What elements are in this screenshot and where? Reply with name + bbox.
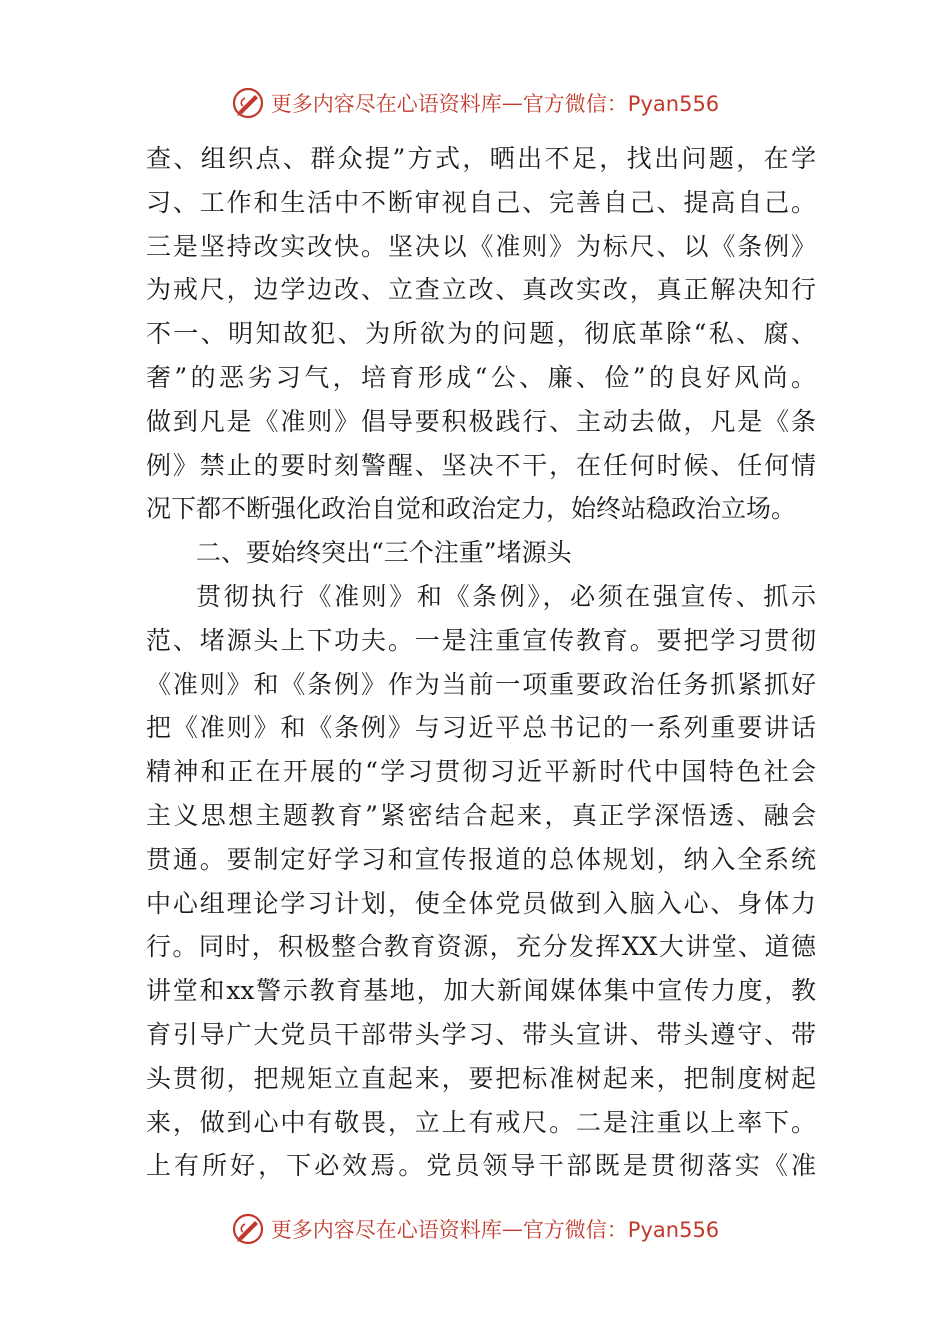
text-line: 三是坚持改实改快。坚决以《准则》为标尺、以《条例》 (146, 231, 816, 261)
text-line: 做到凡是《准则》倡导要积极践行、主动去做，凡是《条 (146, 406, 816, 436)
watermark-brand-text: 更多内容尽在心语资料库 (270, 1218, 502, 1242)
text-line: 讲堂和xx警示教育基地，加大新闻媒体集中宣传力度，教 (146, 976, 816, 1006)
text-line: 中心组理论学习计划，使全体党员做到入脑入心、身体力 (146, 888, 816, 918)
text-line: 头贯彻，把规矩立直起来，要把标准树起来，把制度树起 (146, 1063, 816, 1093)
watermark-brand-text: 更多内容尽在心语资料库 (270, 92, 502, 116)
watermark-dash: — (501, 91, 523, 115)
text-line: 况下都不断强化政治自觉和政治定力，始终站稳政治立场。 (146, 494, 797, 524)
watermark-banner-bottom (0, 1209, 950, 1249)
text-line: 育引导广大党员干部带头学习、带头宣讲、带头遵守、带 (146, 1019, 816, 1049)
text-line: 行。同时，积极整合教育资源，充分发挥XX大讲堂、道德 (146, 932, 816, 962)
watermark-wechat-text: 官方微信：Pyan556 (522, 92, 720, 116)
text-line: 不一、明知故犯、为所欲为的问题，彻底革除“私、腐、 (146, 319, 816, 349)
text-line: 奢”的恶劣习气，培育形成“公、廉、俭”的良好风尚。 (146, 362, 816, 392)
pen-logo-icon (231, 1212, 265, 1246)
text-line: 贯彻执行《准则》和《条例》，必须在强宣传、抓示 (196, 581, 816, 611)
pen-logo-icon (231, 86, 265, 120)
watermark-banner-top (0, 83, 950, 123)
text-line: 二、要始终突出“三个注重”堵源头 (196, 538, 572, 568)
text-line: 贯通。要制定好学习和宣传报道的总体规划，纳入全系统 (146, 844, 816, 874)
text-line: 范、堵源头上下功夫。一是注重宣传教育。要把学习贯彻 (146, 625, 816, 655)
text-line: 精神和正在开展的“学习贯彻习近平新时代中国特色社会 (146, 757, 816, 787)
text-line: 为戒尺，边学边改、立查立改、真改实改，真正解决知行 (146, 275, 816, 305)
watermark-dash: — (501, 1217, 523, 1241)
text-line: 把《准则》和《条例》与习近平总书记的一系列重要讲话 (146, 713, 816, 743)
text-line: 例》禁止的要时刻警醒、坚决不干，在任何时候、任何情 (146, 450, 816, 480)
text-line: 上有所好，下必效焉。党员领导干部既是贯彻落实《准 (146, 1151, 816, 1181)
watermark-wechat-text: 官方微信：Pyan556 (522, 1218, 720, 1242)
text-line: 主义思想主题教育”紧密结合起来，真正学深悟透、融会 (146, 800, 816, 830)
text-line: 来，做到心中有敬畏，立上有戒尺。二是注重以上率下。 (146, 1107, 816, 1137)
text-line: 《准则》和《条例》作为当前一项重要政治任务抓紧抓好 (146, 669, 816, 699)
text-line: 查、组织点、群众提”方式，晒出不足，找出问题，在学 (146, 144, 816, 173)
document-body (146, 137, 816, 1188)
text-line: 习、工作和生活中不断审视自己、完善自己、提高自己。 (146, 187, 816, 217)
